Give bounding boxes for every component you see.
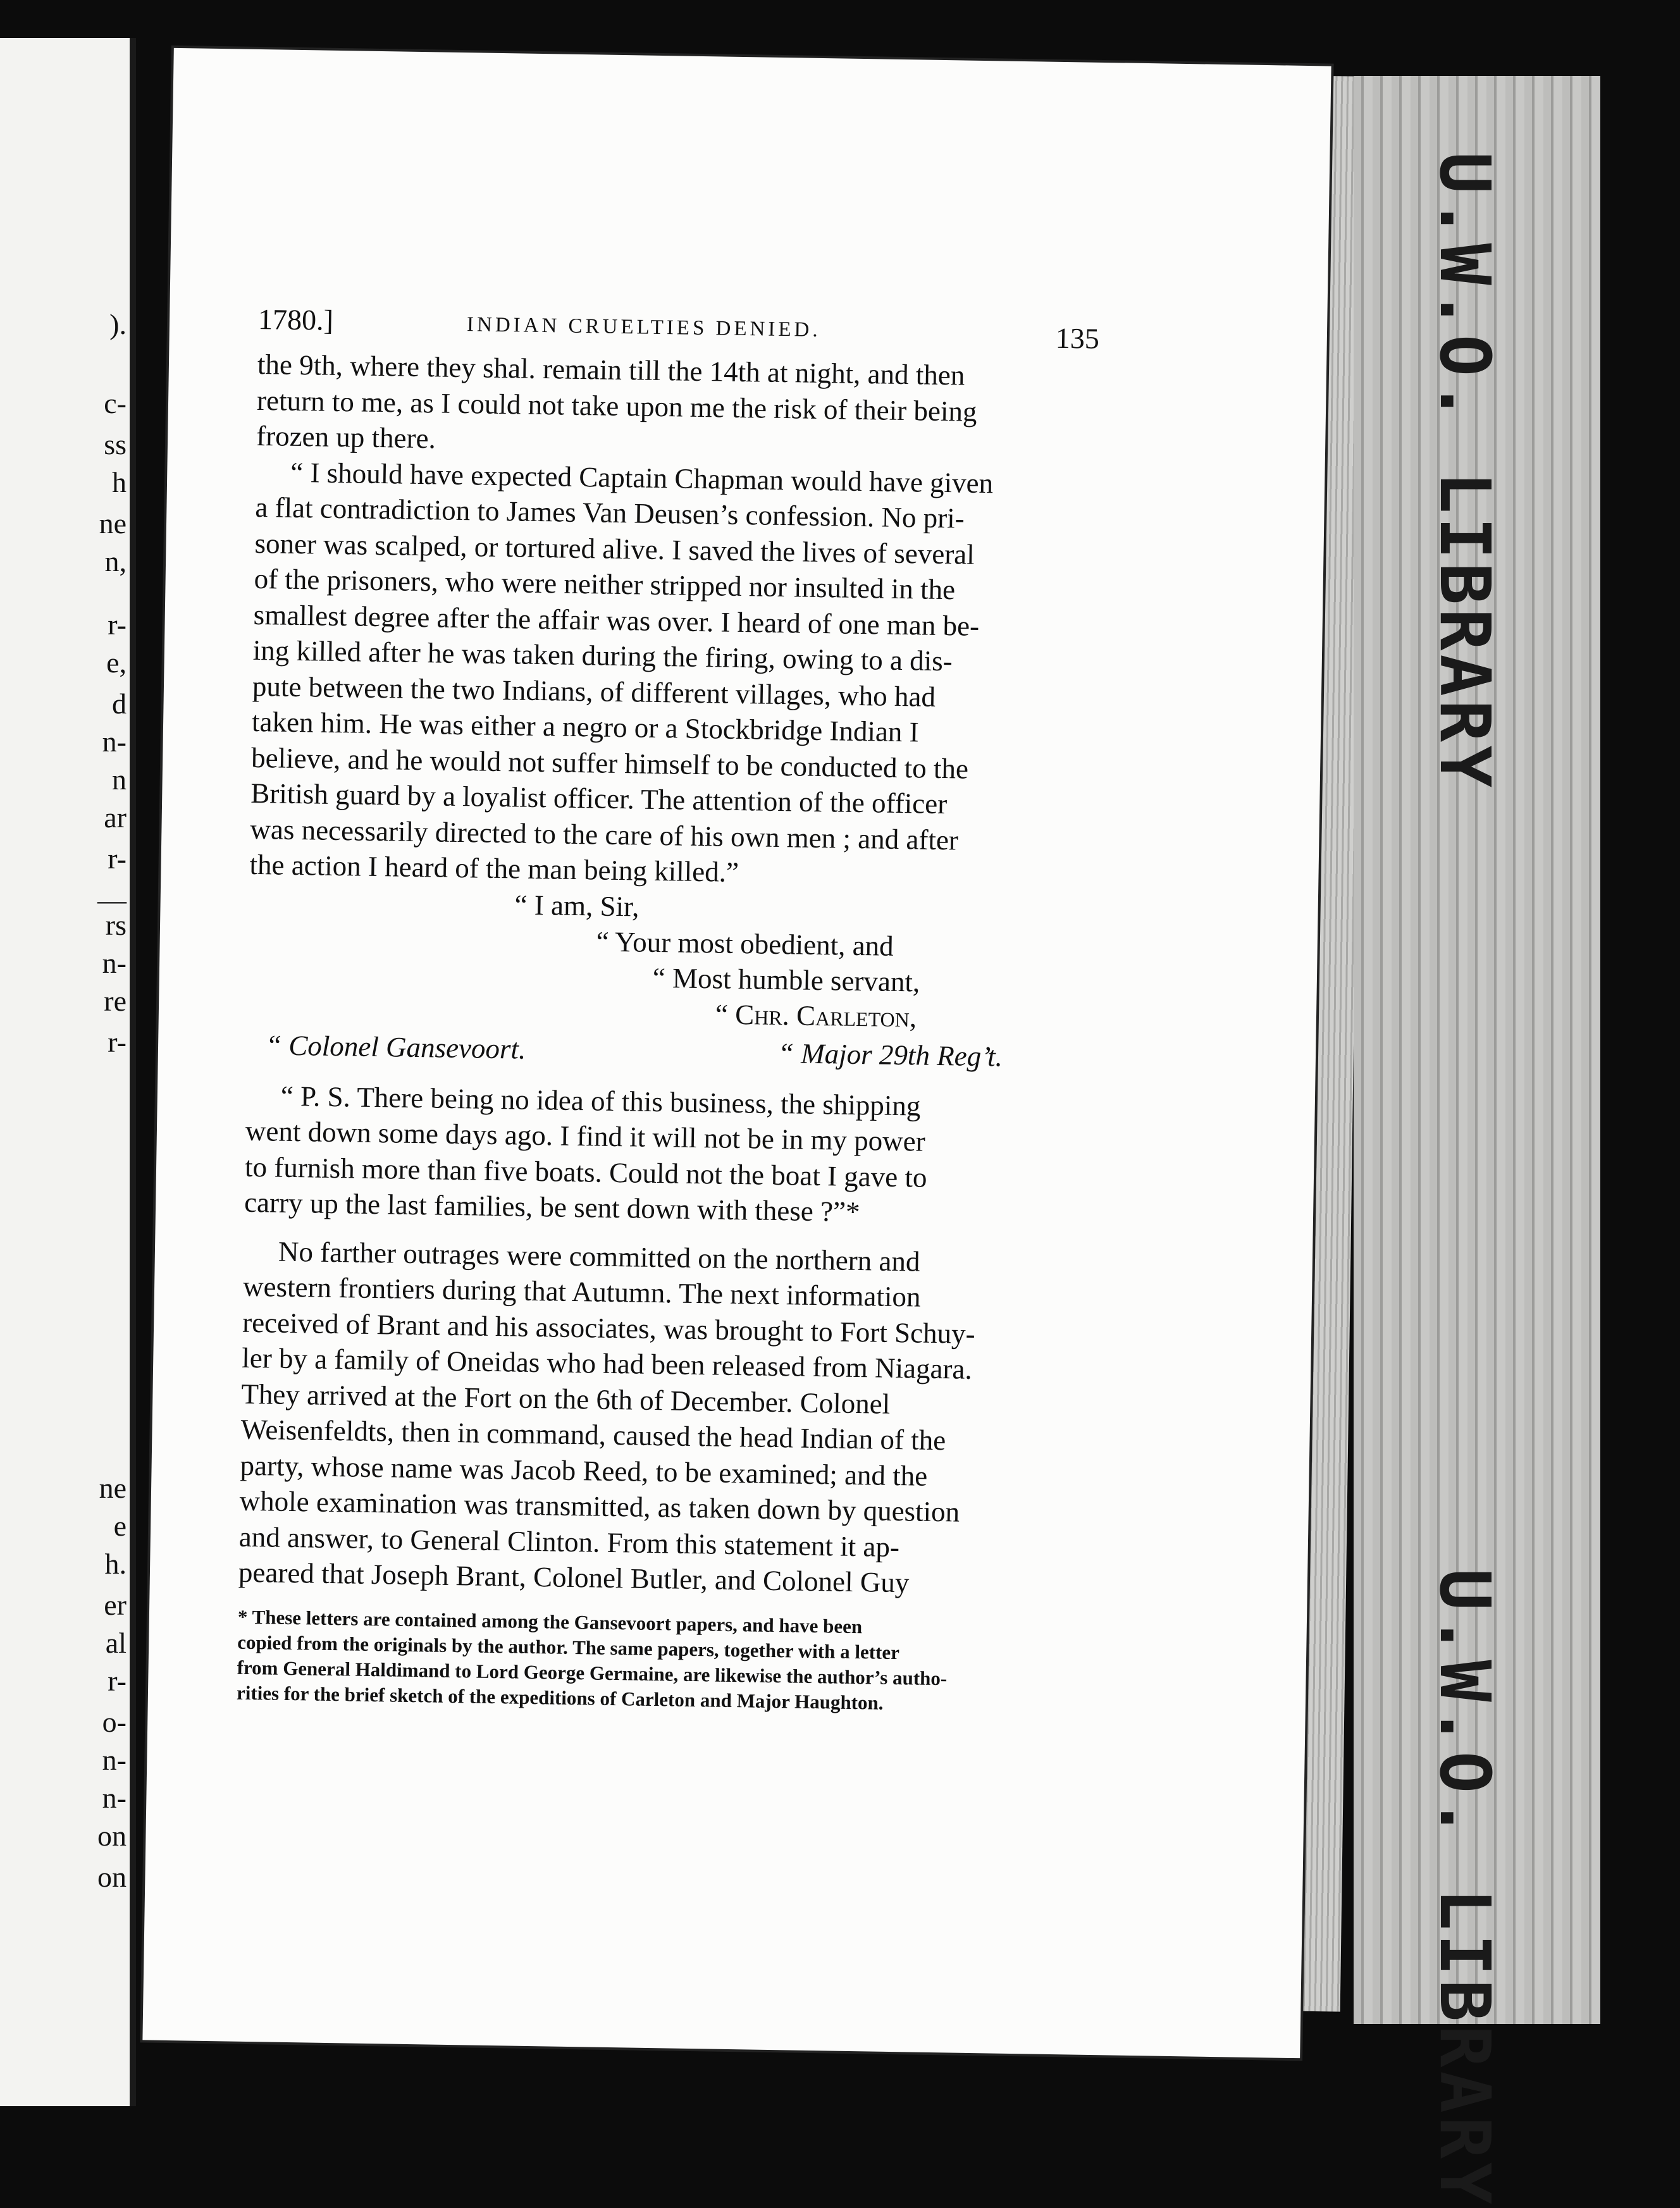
facing-page-word-fragment: n,: [104, 545, 127, 577]
paragraph-continuation: the 9th, where they shal. remain till the 14th at night, and then return to me, as I could not take upon me the risk of their being frozen up there.: [256, 348, 977, 455]
footnote: * These letters are contained among the Gansevoort papers, and have been copied from the originals by the author. The same papers, together with a letter from General Haldimand to Lord George Germaine, are likewise the author’s autho- rities for the brief sketch of the expeditions of Carleton and Major Haughton.: [236, 1605, 948, 1714]
facing-page-word-fragment: n: [112, 763, 127, 796]
facing-page-word-fragment: r-: [108, 1665, 127, 1697]
closing-line-3: “ Most humble servant,: [652, 961, 920, 998]
library-stamp-bottom: U.W.O. LIBRARY: [1424, 1569, 1505, 2208]
facing-page-word-fragment: ).: [109, 308, 127, 340]
facing-page-word-fragment: ss: [104, 428, 127, 460]
signature-name: “ Chr. Carleton,: [715, 997, 917, 1033]
facing-page-word-fragment: h.: [104, 1548, 127, 1580]
page-number: 135: [1055, 321, 1100, 355]
paragraph-narrative: No farther outrages were committed on the northern and western frontiers during that Autumn. The next information received of Brant and his associates, was brought to Fort Schuy- ler by a family of Oneidas who had been released from Niagara. They arrived at the Fort on the 6th of December. Colonel Weisenfeldts, then in command, caused the head Indian of the party, whose name was Jacob Reed, to be examined; and the whole examination was transmitted, as taken down by question and answer, to General Clinton. From this statement it ap- peared that Joseph Brant, Colonel Butler, and Colonel Guy: [238, 1235, 975, 1599]
facing-page-word-fragment: e: [113, 1510, 127, 1542]
facing-page-word-fragment: ne: [99, 1472, 127, 1504]
facing-page-word-fragment: re: [104, 985, 127, 1017]
letter-closing: [247, 882, 1090, 1037]
facing-page-word-fragment: n-: [102, 947, 127, 979]
facing-page-word-fragment: on: [97, 1820, 127, 1852]
facing-page-word-fragment: —: [97, 884, 127, 916]
facing-page-word-fragment: r-: [108, 1026, 127, 1058]
signature-row: [247, 1028, 1089, 1078]
facing-page-word-fragment: o-: [102, 1706, 127, 1738]
facing-page-word-fragment: on: [97, 1861, 127, 1893]
facing-page-word-fragment: n-: [102, 1782, 127, 1814]
addressee: “ Colonel Gansevoort.: [265, 1028, 526, 1065]
postscript: “ P. S. There being no idea of this business, the shipping went down some days ago. I find it will not be in my power to furnish more than five boats. Could not the boat I gave to carry up the last families, be sent down with these ?”*: [244, 1080, 927, 1228]
facing-page-word-fragment: e,: [106, 646, 127, 679]
facing-page-word-fragment: n-: [102, 1744, 127, 1776]
library-stamp-top: U.W.O. LIBRARY: [1424, 152, 1505, 792]
header-year: 1780.]: [257, 302, 334, 336]
facing-page-word-fragment: n-: [102, 725, 127, 758]
facing-page-word-fragment: ne: [99, 507, 127, 540]
paragraph-letter-body: “ I should have expected Captain Chapman would have given a flat contradiction to James Van Deusen’s confession. No pri- soner was scalped, or tortured alive. I saved the lives of several of the prisoners, who were neither stripped nor insulted in the smallest degree after the affair was over. I heard of one man be- ing killed after he was taken during the firing, owing to a dis- pute between the two Indians, of different villages, who had taken him. He was either a negro or a Stockbridge Indian I believe, and he would not suffer himself to be conducted to the British guard by a loyalist officer. The attention of the officer was necessarily directed to the care of his own men ; and after the action I heard of the man being killed.”: [249, 456, 994, 889]
signature-rank: “ Major 29th Reg’t.: [777, 1037, 1003, 1073]
header-title: INDIAN CRUELTIES DENIED.: [466, 313, 821, 342]
facing-page-word-fragment: c-: [104, 387, 127, 419]
book-page: [142, 48, 1331, 2058]
facing-page-word-fragment: r-: [108, 842, 127, 875]
facing-page-fragment: [0, 38, 136, 2106]
page-text-block: [236, 302, 1099, 1738]
facing-page-word-fragment: r-: [108, 608, 127, 641]
closing-line-2: “ Your most obedient, and: [596, 925, 894, 962]
closing-line-1: “ I am, Sir,: [514, 888, 639, 923]
facing-page-word-fragment: h: [112, 466, 127, 498]
facing-page-word-fragment: d: [112, 688, 127, 720]
facing-page-word-fragment: er: [104, 1589, 127, 1621]
facing-page-word-fragment: ar: [104, 801, 127, 834]
facing-page-word-fragment: al: [105, 1627, 127, 1659]
facing-page-word-fragment: rs: [105, 909, 127, 941]
